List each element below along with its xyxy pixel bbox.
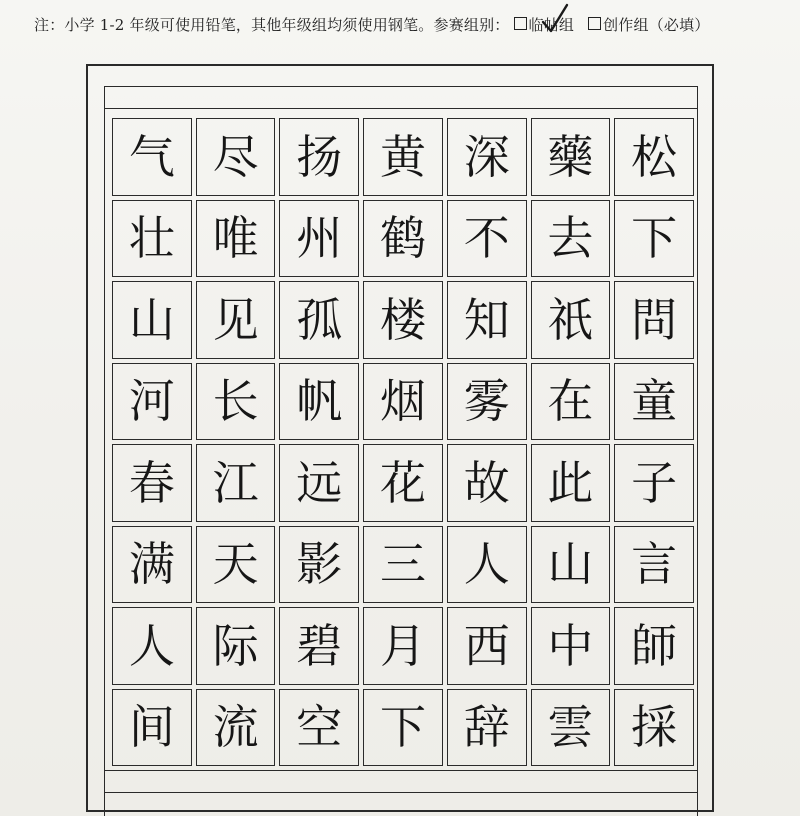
grid-cell-char: 人 [447,526,527,604]
grid-cell-char: 三 [363,526,443,604]
top-strip-line [104,108,698,109]
grid-cell-char: 人 [112,607,192,685]
grid-cell-char: 影 [279,526,359,604]
copy-group-label: 临帖组 [528,16,575,34]
grid-cell-char: 鹤 [363,200,443,278]
grid-cell-char: 故 [447,444,527,522]
grid-cell-char: 壮 [112,200,192,278]
grid-cell-char: 满 [112,526,192,604]
grid-cell-char: 唯 [196,200,276,278]
grid-cell-char: 际 [196,607,276,685]
grid-cell-char: 间 [112,689,192,767]
grid-cell-char: 童 [614,363,694,441]
grid-cell-char: 孤 [279,281,359,359]
grid-cell-char: 言 [614,526,694,604]
grid-cell-char: 師 [614,607,694,685]
grid-cell-char: 下 [614,200,694,278]
grid-cell-char: 下 [363,689,443,767]
grid-cell-char: 雲 [531,689,611,767]
create-group-label: 创作组 [603,16,649,34]
grid-cell-char: 山 [531,526,611,604]
grid-cell-char: 黄 [363,118,443,196]
note-prefix: 注：小学 1-2 年级可使用铅笔，其他年级组均须使用钢笔。参赛组别： [34,16,510,34]
grid-cell-char: 雾 [447,363,527,441]
grid-cell-char: 深 [447,118,527,196]
grid-cell-char: 山 [112,281,192,359]
grid-cell-char: 藥 [531,118,611,196]
grid-cell-char: 扬 [279,118,359,196]
grid-cell-char: 此 [531,444,611,522]
grid-cell-char: 子 [614,444,694,522]
grid-cell-char: 江 [196,444,276,522]
grid-cell-char: 松 [614,118,694,196]
grid-cell-char: 知 [447,281,527,359]
grid-cell-char: 空 [279,689,359,767]
grid-cell-char: 长 [196,363,276,441]
grid-cell-char: 烟 [363,363,443,441]
grid-cell-char: 州 [279,200,359,278]
grid-cell-char: 不 [447,200,527,278]
bottom-strip-line [104,770,698,771]
grid-cell-char: 河 [112,363,192,441]
grid-cell-char: 见 [196,281,276,359]
required-mark: （必填） [648,16,710,34]
bottom-strip-line-2 [104,792,698,793]
calligraphy-grid [112,118,694,766]
grid-cell-char: 採 [614,689,694,767]
grid-cell-char: 帆 [279,363,359,441]
grid-cell-char: 碧 [279,607,359,685]
grid-cell-char: 春 [112,444,192,522]
grid-cell-char: 中 [531,607,611,685]
grid-cell-char: 楼 [363,281,443,359]
grid-cell-char: 远 [279,444,359,522]
grid-cell-char: 气 [112,118,192,196]
create-group-checkbox[interactable] [588,17,601,30]
grid-cell-char: 在 [531,363,611,441]
grid-cell-char: 西 [447,607,527,685]
grid-cell-char: 尽 [196,118,276,196]
grid-cell-char: 流 [196,689,276,767]
grid-cell-char: 辞 [447,689,527,767]
grid-cell-char: 去 [531,200,611,278]
copy-group-checkbox[interactable] [514,17,527,30]
grid-cell-char: 天 [196,526,276,604]
grid-cell-char: 問 [614,281,694,359]
grid-cell-char: 祇 [531,281,611,359]
instruction-note [34,14,794,40]
grid-cell-char: 月 [363,607,443,685]
grid-cell-char: 花 [363,444,443,522]
